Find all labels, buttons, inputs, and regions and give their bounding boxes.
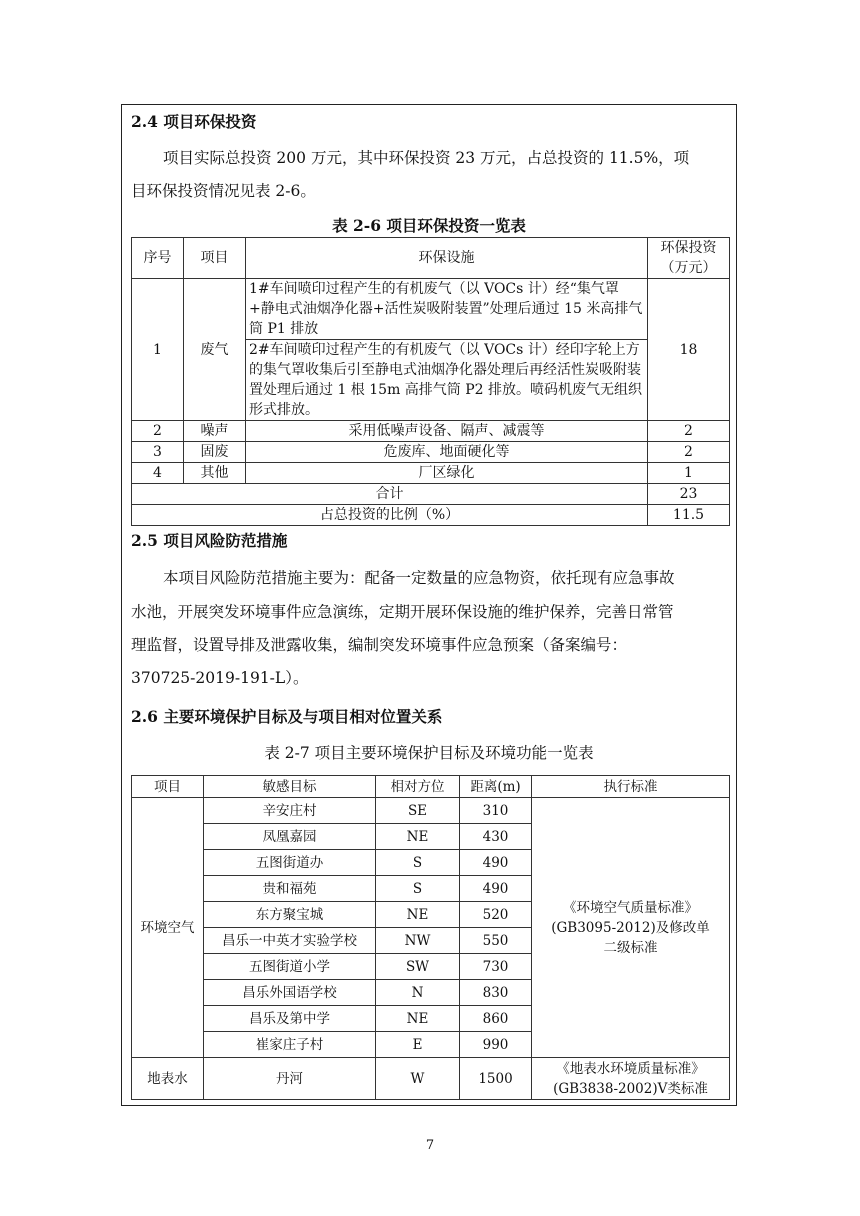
cell-item: 固废 [184, 442, 246, 463]
section-2-5-heading: 2.5 项目风险防范措施 [131, 531, 288, 550]
header-item: 项目 [184, 238, 246, 279]
header-target: 敏感目标 [204, 776, 376, 798]
section-2-5-line2: 水池，开展突发环境事件应急演练，定期开展环保设施的维护保养，完善日常管 [131, 603, 674, 621]
cell-distance: 730 [460, 954, 532, 980]
cell-target: 昌乐外国语学校 [204, 980, 376, 1006]
page-number: 7 [425, 1138, 435, 1153]
cell-direction: S [376, 850, 460, 876]
cell-direction: NW [376, 928, 460, 954]
cell-target: 崔家庄子村 [204, 1032, 376, 1058]
ratio-row [132, 505, 730, 526]
cell-distance: 490 [460, 850, 532, 876]
cell-target: 贵和福苑 [204, 876, 376, 902]
cell-direction: N [376, 980, 460, 1006]
table-2-7-caption: 表 2-7 项目主要环境保护目标及环境功能一览表 [264, 744, 594, 762]
cell-desc: 危废库、地面硬化等 [246, 442, 648, 463]
section-2-5-line1: 本项目风险防范措施主要为：配备一定数量的应急物资，依托现有应急事故 [163, 569, 675, 587]
table-2-6-caption: 表 2-6 项目环保投资一览表 [332, 216, 526, 235]
cell-item: 其他 [184, 463, 246, 484]
cell-no: 3 [132, 442, 184, 463]
cell-distance: 990 [460, 1032, 532, 1058]
table-2-6 [131, 237, 730, 526]
cell-amount: 2 [648, 421, 730, 442]
total-row [132, 484, 730, 505]
cell-distance: 310 [460, 798, 532, 824]
header-no: 序号 [132, 238, 184, 279]
table-row [132, 463, 730, 484]
table-row [132, 1058, 730, 1100]
header-amount: 环保投资（万元） [648, 238, 730, 279]
cell-no: 2 [132, 421, 184, 442]
section-2-4-para-line1: 项目实际总投资 200 万元，其中环保投资 23 万元，占总投资的 11.5%，项 [163, 149, 690, 167]
cell-direction: W [376, 1058, 460, 1100]
cell-direction: SW [376, 954, 460, 980]
ratio-value: 11.5 [648, 505, 730, 526]
cell-direction: NE [376, 824, 460, 850]
table-header-row [132, 238, 730, 279]
section-2-5-line4: 370725-2019-191-L）。 [131, 669, 309, 687]
cell-no: 4 [132, 463, 184, 484]
cell-target: 昌乐一中英才实验学校 [204, 928, 376, 954]
cell-air-label: 环境空气 [132, 798, 204, 1058]
section-2-6-heading: 2.6 主要环境保护目标及与项目相对位置关系 [131, 707, 443, 726]
cell-item: 噪声 [184, 421, 246, 442]
cell-distance: 430 [460, 824, 532, 850]
header-item: 项目 [132, 776, 204, 798]
cell-air-standard: 《环境空气质量标准》(GB3095-2012)及修改单二级标准 [532, 798, 730, 1058]
header-standard: 执行标准 [532, 776, 730, 798]
cell-direction: S [376, 876, 460, 902]
cell-target: 辛安庄村 [204, 798, 376, 824]
cell-no: 1 [132, 279, 184, 421]
cell-target: 凤凰嘉园 [204, 824, 376, 850]
cell-target: 丹河 [204, 1058, 376, 1100]
cell-distance: 830 [460, 980, 532, 1006]
section-2-4-heading: 2.4 项目环保投资 [131, 112, 257, 131]
cell-item: 废气 [184, 279, 246, 421]
cell-target: 五图街道小学 [204, 954, 376, 980]
table-row [132, 421, 730, 442]
cell-water-label: 地表水 [132, 1058, 204, 1100]
header-distance: 距离(m) [460, 776, 532, 798]
section-2-5-line3: 理监督，设置导排及泄露收集，编制突发环境事件应急预案（备案编号： [131, 636, 628, 654]
cell-distance: 490 [460, 876, 532, 902]
cell-target: 东方聚宝城 [204, 902, 376, 928]
cell-direction: NE [376, 902, 460, 928]
table-row [132, 442, 730, 463]
cell-distance: 520 [460, 902, 532, 928]
table-row [132, 798, 730, 824]
cell-distance: 550 [460, 928, 532, 954]
header-facility: 环保设施 [246, 238, 648, 279]
section-2-4-para-line2: 目环保投资情况见表 2-6。 [131, 182, 316, 200]
cell-desc: 2#车间喷印过程产生的有机废气（以 VOCs 计）经印字轮上方的集气罩收集后引至静电式油烟净化器处理后再经活性炭吸附装置处理后通过 1 根 15m 高排气筒 P2 排放。喷码机废气无组织形式排放。 [246, 340, 648, 421]
cell-desc: 厂区绿化 [246, 463, 648, 484]
cell-amount: 1 [648, 463, 730, 484]
cell-distance: 1500 [460, 1058, 532, 1100]
table-header-row [132, 776, 730, 798]
cell-water-standard: 《地表水环境质量标准》(GB3838-2002)V类标准 [532, 1058, 730, 1100]
cell-direction: E [376, 1032, 460, 1058]
table-2-7 [131, 775, 730, 1100]
cell-desc: 采用低噪声设备、隔声、减震等 [246, 421, 648, 442]
ratio-label: 占总投资的比例（%） [132, 505, 648, 526]
cell-amount: 2 [648, 442, 730, 463]
header-direction: 相对方位 [376, 776, 460, 798]
total-label: 合计 [132, 484, 648, 505]
cell-direction: SE [376, 798, 460, 824]
cell-amount: 18 [648, 279, 730, 421]
cell-target: 昌乐及第中学 [204, 1006, 376, 1032]
cell-target: 五图街道办 [204, 850, 376, 876]
cell-desc: 1#车间喷印过程产生的有机废气（以 VOCs 计）经“集气罩+静电式油烟净化器+活性炭吸附装置”处理后通过 15 米高排气筒 P1 排放 [246, 279, 648, 340]
cell-distance: 860 [460, 1006, 532, 1032]
total-value: 23 [648, 484, 730, 505]
cell-direction: NE [376, 1006, 460, 1032]
table-row [132, 279, 730, 340]
